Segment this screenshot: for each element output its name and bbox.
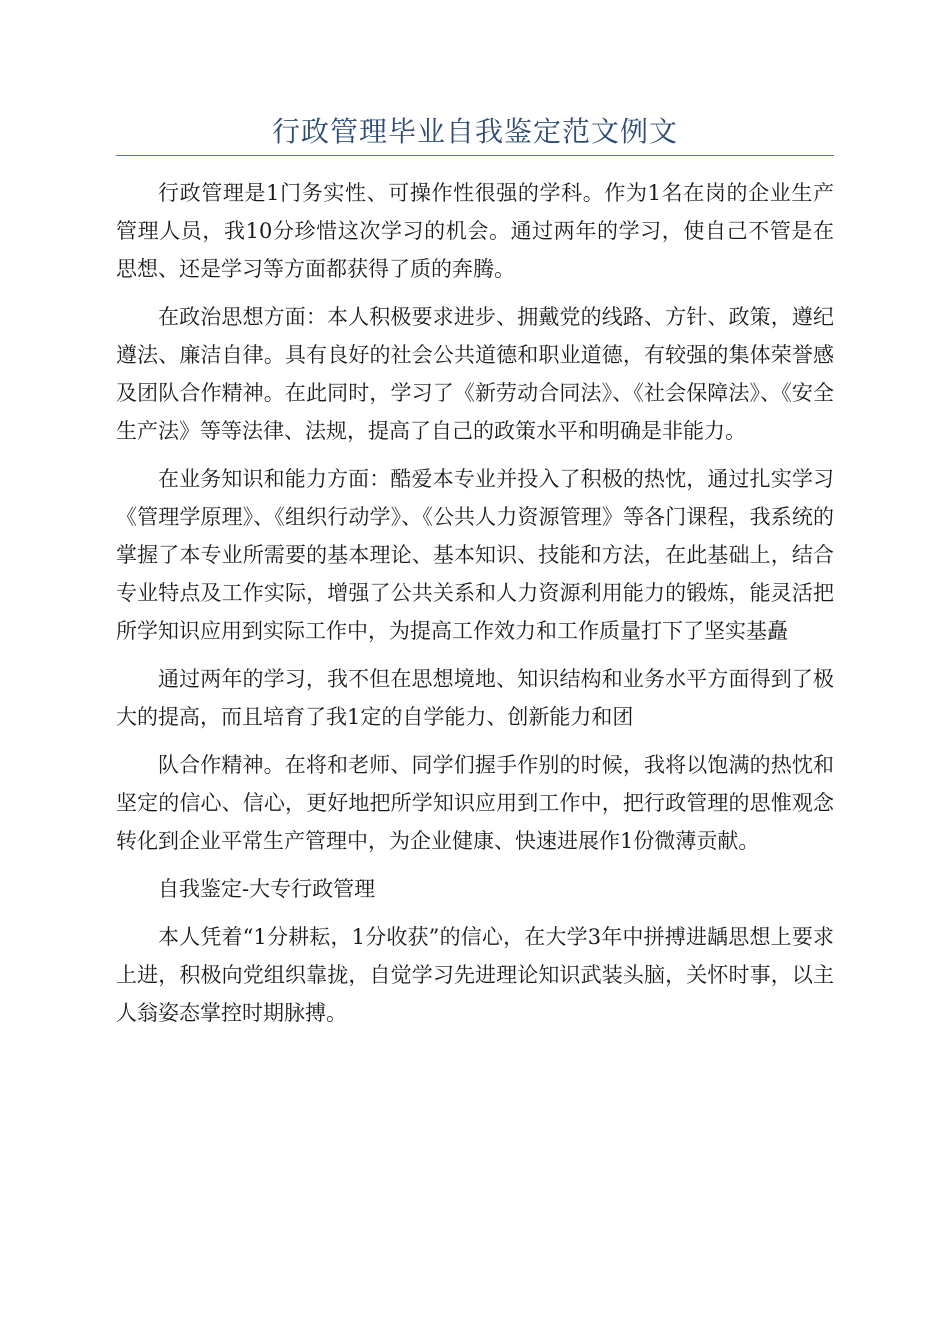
document-body — [116, 174, 834, 1042]
paragraph-intro: 行政管理是1门务实性、可操作性很强的学科。作为1名在岗的企业生产管理人员，我10分珍惜这次学习的机会。通过两年的学习，使自己不管是在思想、还是学习等方面都获得了质的奔腾。 — [116, 181, 834, 281]
paragraph-growth: 通过两年的学习，我不但在思想境地、知识结构和业务水平方面得到了极大的提高，而且培育了我1定的自学能力、创新能力和团 — [116, 667, 834, 729]
paragraph-self-assessment: 本人凭着“1分耕耘，1分收获”的信心，在大学3年中拼搏进龋思想上要求上进，积极向党组织靠拢，自觉学习先进理论知识武装头脑，关怀时事，以主人翁姿态掌控时期脉搏。 — [116, 925, 834, 1025]
paragraph-political: 在政治思想方面：本人积极要求进步、拥戴党的线路、方针、政策，遵纪遵法、廉洁自律。具有良好的社会公共道德和职业道德，有较强的集体荣誉感及团队合作精神。在此同时，学习了《新劳动合同法》、《社会保障法》、《安全生产法》等等法律、法规，提高了自己的政策水平和明确是非能力。 — [116, 305, 834, 443]
document-title: 行政管理毕业自我鉴定范文例文 — [271, 115, 678, 148]
paragraph-professional: 在业务知识和能力方面：酷爱本专业并投入了积极的热忱，通过扎实学习《管理学原理》、《组织行动学》、《公共人力资源管理》等各门课程，我系统的掌握了本专业所需要的基本理论、基本知识、技能和方法，在此基础上，结合专业特点及工作实际，增强了公共关系和人力资源利用能力的锻炼，能灵活把所学知识应用到实际工作中，为提高工作效力和工作质量打下了坚实基矗 — [116, 467, 834, 643]
paragraph-teamwork: 队合作精神。在将和老师、同学们握手作别的时候，我将以饱满的热忱和坚定的信心、信心，更好地把所学知识应用到工作中，把行政管理的思惟观念转化到企业平常生产管理中，为企业健康、快速进展作1份微薄贡献。 — [116, 753, 834, 853]
title-underline — [116, 155, 834, 156]
section-heading: 自我鉴定-大专行政管理 — [158, 877, 376, 901]
